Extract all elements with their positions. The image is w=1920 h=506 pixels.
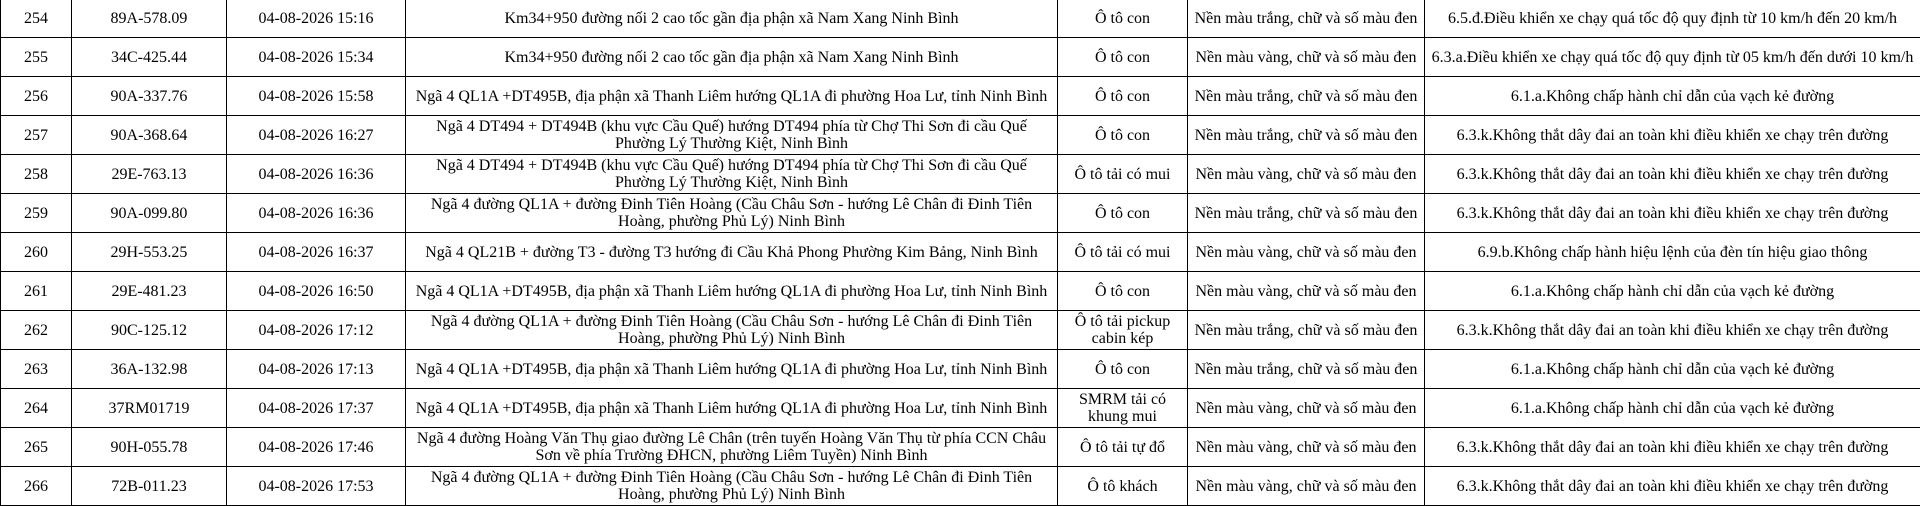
vehicle-type-cell: Ô tô con bbox=[1058, 77, 1188, 116]
table-row bbox=[1, 467, 1920, 506]
row-number-cell: 255 bbox=[1, 38, 72, 77]
plate-color-cell: Nền màu vàng, chữ và số màu đen bbox=[1188, 233, 1425, 272]
table-row bbox=[1, 428, 1920, 467]
license-plate-cell: 29H-553.25 bbox=[72, 233, 227, 272]
violation-cell: 6.3.a.Điều khiển xe chạy quá tốc độ quy định từ 05 km/h đến dưới 10 km/h bbox=[1425, 38, 1920, 77]
location-cell: Ngã 4 QL21B + đường T3 - đường T3 hướng đi Cầu Khả Phong Phường Kim Bảng, Ninh Bình bbox=[406, 233, 1058, 272]
location-cell: Ngã 4 DT494 + DT494B (khu vực Cầu Quế) hướng DT494 phía từ Chợ Thi Sơn đi cầu Quế Phường Lý Thường Kiệt, Ninh Bình bbox=[406, 116, 1058, 155]
violation-cell: 6.5.đ.Điều khiển xe chạy quá tốc độ quy định từ 10 km/h đến 20 km/h bbox=[1425, 0, 1920, 38]
violation-time-cell: 04-08-2026 15:34 bbox=[227, 38, 406, 77]
violation-cell: 6.3.k.Không thắt dây đai an toàn khi điều khiển xe chạy trên đường bbox=[1425, 194, 1920, 233]
location-cell: Km34+950 đường nối 2 cao tốc gần địa phận xã Nam Xang Ninh Bình bbox=[406, 38, 1058, 77]
violation-cell: 6.1.a.Không chấp hành chỉ dẫn của vạch kẻ đường bbox=[1425, 389, 1920, 428]
license-plate-cell: 90A-368.64 bbox=[72, 116, 227, 155]
plate-color-cell: Nền màu vàng, chữ và số màu đen bbox=[1188, 272, 1425, 311]
location-cell: Ngã 4 đường QL1A + đường Đinh Tiên Hoàng (Cầu Châu Sơn - hướng Lê Chân đi Đinh Tiên Hoàng, phường Phủ Lý) Ninh Bình bbox=[406, 194, 1058, 233]
vehicle-type-cell: Ô tô con bbox=[1058, 0, 1188, 38]
license-plate-cell: 90A-099.80 bbox=[72, 194, 227, 233]
plate-color-cell: Nền màu vàng, chữ và số màu đen bbox=[1188, 428, 1425, 467]
row-number-cell: 263 bbox=[1, 350, 72, 389]
plate-color-cell: Nền màu trắng, chữ và số màu đen bbox=[1188, 194, 1425, 233]
row-number-cell: 260 bbox=[1, 233, 72, 272]
license-plate-cell: 29E-481.23 bbox=[72, 272, 227, 311]
violation-cell: 6.1.a.Không chấp hành chỉ dẫn của vạch kẻ đường bbox=[1425, 272, 1920, 311]
row-number-cell: 256 bbox=[1, 77, 72, 116]
row-number-cell: 257 bbox=[1, 116, 72, 155]
plate-color-cell: Nền màu vàng, chữ và số màu đen bbox=[1188, 155, 1425, 194]
vehicle-type-cell: Ô tô tải tự đổ bbox=[1058, 428, 1188, 467]
row-number-cell: 264 bbox=[1, 389, 72, 428]
violation-time-cell: 04-08-2026 16:50 bbox=[227, 272, 406, 311]
table-row bbox=[1, 311, 1920, 350]
vehicle-type-cell: Ô tô khách bbox=[1058, 467, 1188, 506]
row-number-cell: 259 bbox=[1, 194, 72, 233]
license-plate-cell: 34C-425.44 bbox=[72, 38, 227, 77]
plate-color-cell: Nền màu vàng, chữ và số màu đen bbox=[1188, 389, 1425, 428]
vehicle-type-cell: Ô tô tải pickup cabin kép bbox=[1058, 311, 1188, 350]
location-cell: Ngã 4 DT494 + DT494B (khu vực Cầu Quế) hướng DT494 phía từ Chợ Thi Sơn đi cầu Quế Phường Lý Thường Kiệt, Ninh Bình bbox=[406, 155, 1058, 194]
location-cell: Ngã 4 đường QL1A + đường Đinh Tiên Hoàng (Cầu Châu Sơn - hướng Lê Chân đi Đinh Tiên Hoàng, phường Phủ Lý) Ninh Bình bbox=[406, 467, 1058, 506]
location-cell: Ngã 4 QL1A +DT495B, địa phận xã Thanh Liêm hướng QL1A đi phường Hoa Lư, tỉnh Ninh Bình bbox=[406, 77, 1058, 116]
table-row bbox=[1, 38, 1920, 77]
violation-cell: 6.1.a.Không chấp hành chỉ dẫn của vạch kẻ đường bbox=[1425, 350, 1920, 389]
plate-color-cell: Nền màu vàng, chữ và số màu đen bbox=[1188, 467, 1425, 506]
vehicle-type-cell: Ô tô tải có mui bbox=[1058, 233, 1188, 272]
violation-time-cell: 04-08-2026 16:27 bbox=[227, 116, 406, 155]
license-plate-cell: 90H-055.78 bbox=[72, 428, 227, 467]
plate-color-cell: Nền màu trắng, chữ và số màu đen bbox=[1188, 350, 1425, 389]
table-row bbox=[1, 116, 1920, 155]
table-row bbox=[1, 155, 1920, 194]
vehicle-type-cell: Ô tô con bbox=[1058, 350, 1188, 389]
row-number-cell: 261 bbox=[1, 272, 72, 311]
violation-time-cell: 04-08-2026 16:36 bbox=[227, 155, 406, 194]
location-cell: Ngã 4 QL1A +DT495B, địa phận xã Thanh Liêm hướng QL1A đi phường Hoa Lư, tỉnh Ninh Bình bbox=[406, 272, 1058, 311]
table-row bbox=[1, 350, 1920, 389]
violation-time-cell: 04-08-2026 17:46 bbox=[227, 428, 406, 467]
vehicle-type-cell: Ô tô con bbox=[1058, 272, 1188, 311]
violation-cell: 6.9.b.Không chấp hành hiệu lệnh của đèn tín hiệu giao thông bbox=[1425, 233, 1920, 272]
row-number-cell: 266 bbox=[1, 467, 72, 506]
plate-color-cell: Nền màu vàng, chữ và số màu đen bbox=[1188, 38, 1425, 77]
violation-cell: 6.3.k.Không thắt dây đai an toàn khi điều khiển xe chạy trên đường bbox=[1425, 116, 1920, 155]
violation-cell: 6.3.k.Không thắt dây đai an toàn khi điều khiển xe chạy trên đường bbox=[1425, 155, 1920, 194]
location-cell: Km34+950 đường nối 2 cao tốc gần địa phận xã Nam Xang Ninh Bình bbox=[406, 0, 1058, 38]
plate-color-cell: Nền màu trắng, chữ và số màu đen bbox=[1188, 0, 1425, 38]
table-row bbox=[1, 0, 1920, 38]
table-row bbox=[1, 389, 1920, 428]
plate-color-cell: Nền màu trắng, chữ và số màu đen bbox=[1188, 116, 1425, 155]
location-cell: Ngã 4 đường QL1A + đường Đinh Tiên Hoàng (Cầu Châu Sơn - hướng Lê Chân đi Đinh Tiên Hoàng, phường Phủ Lý) Ninh Bình bbox=[406, 311, 1058, 350]
violation-time-cell: 04-08-2026 16:37 bbox=[227, 233, 406, 272]
violation-cell: 6.3.k.Không thắt dây đai an toàn khi điều khiển xe chạy trên đường bbox=[1425, 428, 1920, 467]
license-plate-cell: 29E-763.13 bbox=[72, 155, 227, 194]
row-number-cell: 254 bbox=[1, 0, 72, 38]
license-plate-cell: 89A-578.09 bbox=[72, 0, 227, 38]
plate-color-cell: Nền màu trắng, chữ và số màu đen bbox=[1188, 311, 1425, 350]
vehicle-type-cell: Ô tô con bbox=[1058, 38, 1188, 77]
violation-time-cell: 04-08-2026 15:16 bbox=[227, 0, 406, 38]
license-plate-cell: 90A-337.76 bbox=[72, 77, 227, 116]
violation-cell: 6.3.k.Không thắt dây đai an toàn khi điều khiển xe chạy trên đường bbox=[1425, 311, 1920, 350]
vehicle-type-cell: Ô tô con bbox=[1058, 116, 1188, 155]
row-number-cell: 258 bbox=[1, 155, 72, 194]
violation-time-cell: 04-08-2026 17:12 bbox=[227, 311, 406, 350]
license-plate-cell: 90C-125.12 bbox=[72, 311, 227, 350]
vehicle-type-cell: Ô tô tải có mui bbox=[1058, 155, 1188, 194]
plate-color-cell: Nền màu trắng, chữ và số màu đen bbox=[1188, 77, 1425, 116]
table-row bbox=[1, 77, 1920, 116]
row-number-cell: 262 bbox=[1, 311, 72, 350]
license-plate-cell: 36A-132.98 bbox=[72, 350, 227, 389]
location-cell: Ngã 4 QL1A +DT495B, địa phận xã Thanh Liêm hướng QL1A đi phường Hoa Lư, tỉnh Ninh Bình bbox=[406, 389, 1058, 428]
violation-time-cell: 04-08-2026 15:58 bbox=[227, 77, 406, 116]
table-row bbox=[1, 272, 1920, 311]
violation-time-cell: 04-08-2026 16:36 bbox=[227, 194, 406, 233]
license-plate-cell: 37RM01719 bbox=[72, 389, 227, 428]
row-number-cell: 265 bbox=[1, 428, 72, 467]
location-cell: Ngã 4 đường Hoàng Văn Thụ giao đường Lê Chân (trên tuyến Hoàng Văn Thụ từ phía CCN Châu Sơn về phía Trường ĐHCN, phường Liêm Tuyền) Ninh Bình bbox=[406, 428, 1058, 467]
table-row bbox=[1, 233, 1920, 272]
violation-cell: 6.3.k.Không thắt dây đai an toàn khi điều khiển xe chạy trên đường bbox=[1425, 467, 1920, 506]
violation-time-cell: 04-08-2026 17:37 bbox=[227, 389, 406, 428]
location-cell: Ngã 4 QL1A +DT495B, địa phận xã Thanh Liêm hướng QL1A đi phường Hoa Lư, tỉnh Ninh Bình bbox=[406, 350, 1058, 389]
license-plate-cell: 72B-011.23 bbox=[72, 467, 227, 506]
table-row bbox=[1, 194, 1920, 233]
violation-time-cell: 04-08-2026 17:13 bbox=[227, 350, 406, 389]
violation-cell: 6.1.a.Không chấp hành chỉ dẫn của vạch kẻ đường bbox=[1425, 77, 1920, 116]
vehicle-type-cell: SMRM tải có khung mui bbox=[1058, 389, 1188, 428]
vehicle-type-cell: Ô tô con bbox=[1058, 194, 1188, 233]
violation-time-cell: 04-08-2026 17:53 bbox=[227, 467, 406, 506]
